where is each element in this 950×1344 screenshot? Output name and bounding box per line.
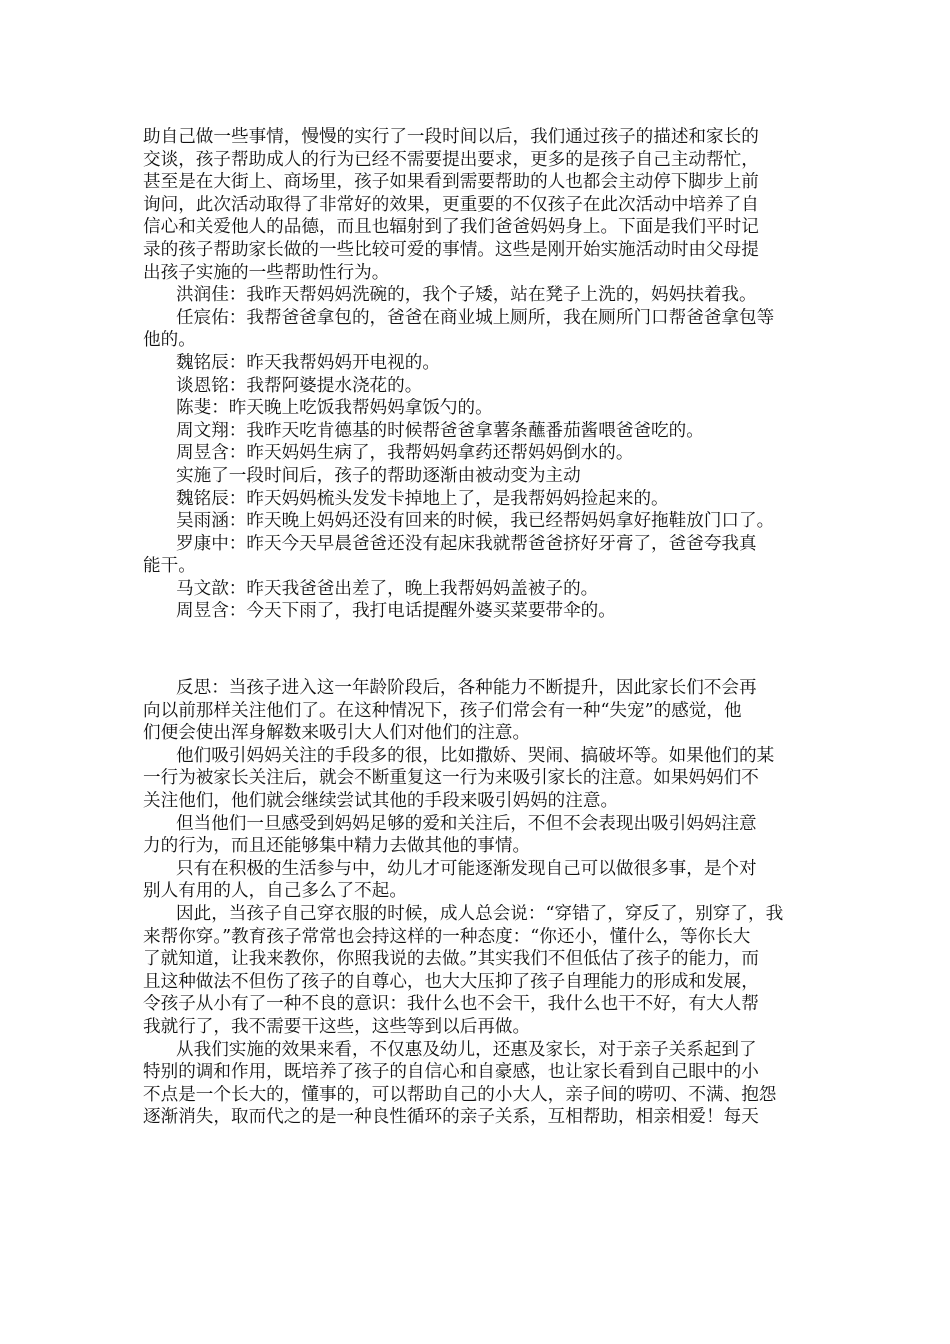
text-line: 信心和关爱他人的品德，而且也辐射到了我们爸爸妈妈身上。下面是我们平时记 [143, 217, 759, 238]
examples-list [143, 284, 811, 623]
reflection-line: 特别的调和作用，既培养了孩子的自信心和自豪感，也让家长看到自己眼中的小 [143, 1062, 759, 1083]
example-line: 魏铭辰：昨天我帮妈妈开电视的。 [176, 352, 440, 373]
example-line: 他的。 [143, 330, 196, 351]
example-line: 能干。 [143, 556, 196, 577]
reflection-line: 令孩子从小有了一种不良的意识：我什么也不会干，我什么也干不好，有大人帮 [143, 994, 759, 1015]
reflection-line: 向以前那样关注他们了。在这种情况下，孩子们常会有一种“失宠”的感觉，他 [143, 700, 742, 721]
example-line: 罗康中：昨天今天早晨爸爸还没有起床我就帮爸爸挤好牙膏了，爸爸夸我真 [176, 533, 757, 554]
intro-paragraph [143, 126, 811, 284]
reflection-line: 从我们实施的效果来看，不仅惠及幼儿，还惠及家长，对于亲子关系起到了 [176, 1039, 757, 1060]
text-line: 出孩子实施的一些帮助性行为。 [143, 262, 390, 283]
reflection-line: 别人有用的人，自己多么了不起。 [143, 881, 407, 902]
reflection-line: 不点是一个长大的，懂事的，可以帮助自己的小大人，亲子间的唠叨、不满、抱怨 [143, 1084, 777, 1105]
reflection-line: 我就行了，我不需要干这些，这些等到以后再做。 [143, 1016, 531, 1037]
example-line: 陈斐：昨天晚上吃饭我帮妈妈拿饭勺的。 [176, 398, 493, 419]
example-line: 周昱含：昨天妈妈生病了，我帮妈妈拿药还帮妈妈倒水的。 [176, 443, 634, 464]
reflection-line: 反思：当孩子进入这一年龄阶段后，各种能力不断提升，因此家长们不会再 [176, 678, 757, 699]
reflection-section [143, 677, 811, 1129]
text-line: 甚至是在大街上、商场里，孩子如果看到需要帮助的人也都会主动停下脚步上前 [143, 172, 759, 193]
reflection-line: 逐渐消失，取而代之的是一种良性循环的亲子关系，互相帮助，相亲相爱！每天 [143, 1107, 759, 1128]
document-body [143, 126, 811, 1129]
example-line: 洪润佳：我昨天帮妈妈洗碗的，我个子矮，站在凳子上洗的，妈妈扶着我。 [176, 285, 757, 306]
reflection-line: 只有在积极的生活参与中，幼儿才可能逐渐发现自己可以做很多事，是个对 [176, 858, 757, 879]
reflection-line: 且这种做法不但伤了孩子的自尊心，也大大压抑了孩子自理能力的形成和发展， [143, 971, 759, 992]
text-line: 询问，此次活动取得了非常好的效果，更重要的不仅孩子在此次活动中培养了自 [143, 194, 759, 215]
example-line: 魏铭辰：昨天妈妈梳头发发卡掉地上了，是我帮妈妈捡起来的。 [176, 488, 669, 509]
reflection-line: 因此，当孩子自己穿衣服的时候，成人总会说：“穿错了，穿反了，别穿了，我 [176, 904, 784, 924]
example-line: 马文歆：昨天我爸爸出差了，晚上我帮妈妈盖被子的。 [176, 578, 599, 599]
reflection-line: 他们吸引妈妈关注的手段多的很，比如撒娇、哭闹、搞破坏等。如果他们的某 [176, 745, 775, 766]
text-line: 助自己做一些事情，慢慢的实行了一段时间以后，我们通过孩子的描述和家长的 [143, 127, 759, 147]
text-line: 交谈，孩子帮助成人的行为已经不需要提出要求，更多的是孩子自己主动帮忙， [143, 149, 759, 170]
reflection-line: 一行为被家长关注后，就会不断重复这一行为来吸引家长的注意。如果妈妈们不 [143, 768, 759, 789]
example-line: 实施了一段时间后，孩子的帮助逐渐由被动变为主动 [176, 465, 581, 486]
example-line: 谈恩铭：我帮阿婆提水浇花的。 [176, 375, 423, 396]
reflection-line: 关注他们，他们就会继续尝试其他的手段来吸引妈妈的注意。 [143, 791, 619, 812]
reflection-line: 但当他们一旦感受到妈妈足够的爱和关注后，不但不会表现出吸引妈妈注意 [176, 813, 757, 834]
reflection-line: 来帮你穿。”教育孩子常常也会持这样的一种态度：“你还小，懂什么，等你长大 [143, 926, 751, 947]
example-line: 周昱含：今天下雨了，我打电话提醒外婆买菜要带伞的。 [176, 601, 616, 622]
reflection-line: 们便会使出浑身解数来吸引大人们对他们的注意。 [143, 723, 531, 744]
reflection-line: 力的行为，而且还能够集中精力去做其他的事情。 [143, 836, 531, 857]
section-gap [143, 623, 811, 677]
example-line: 周文翔：我昨天吃肯德基的时候帮爸爸拿薯条蘸番茄酱喂爸爸吃的。 [176, 420, 704, 441]
reflection-line: 了就知道，让我来教你，你照我说的去做。”其实我们不但低估了孩子的能力，而 [143, 949, 759, 970]
text-line: 录的孩子帮助家长做的一些比较可爱的事情。这些是刚开始实施活动时由父母提 [143, 239, 759, 260]
example-line: 任宸佑：我帮爸爸拿包的，爸爸在商业城上厕所，我在厕所门口帮爸爸拿包等 [176, 307, 775, 328]
example-line: 吴雨涵：昨天晚上妈妈还没有回来的时候，我已经帮妈妈拿好拖鞋放门口了。 [176, 511, 775, 532]
